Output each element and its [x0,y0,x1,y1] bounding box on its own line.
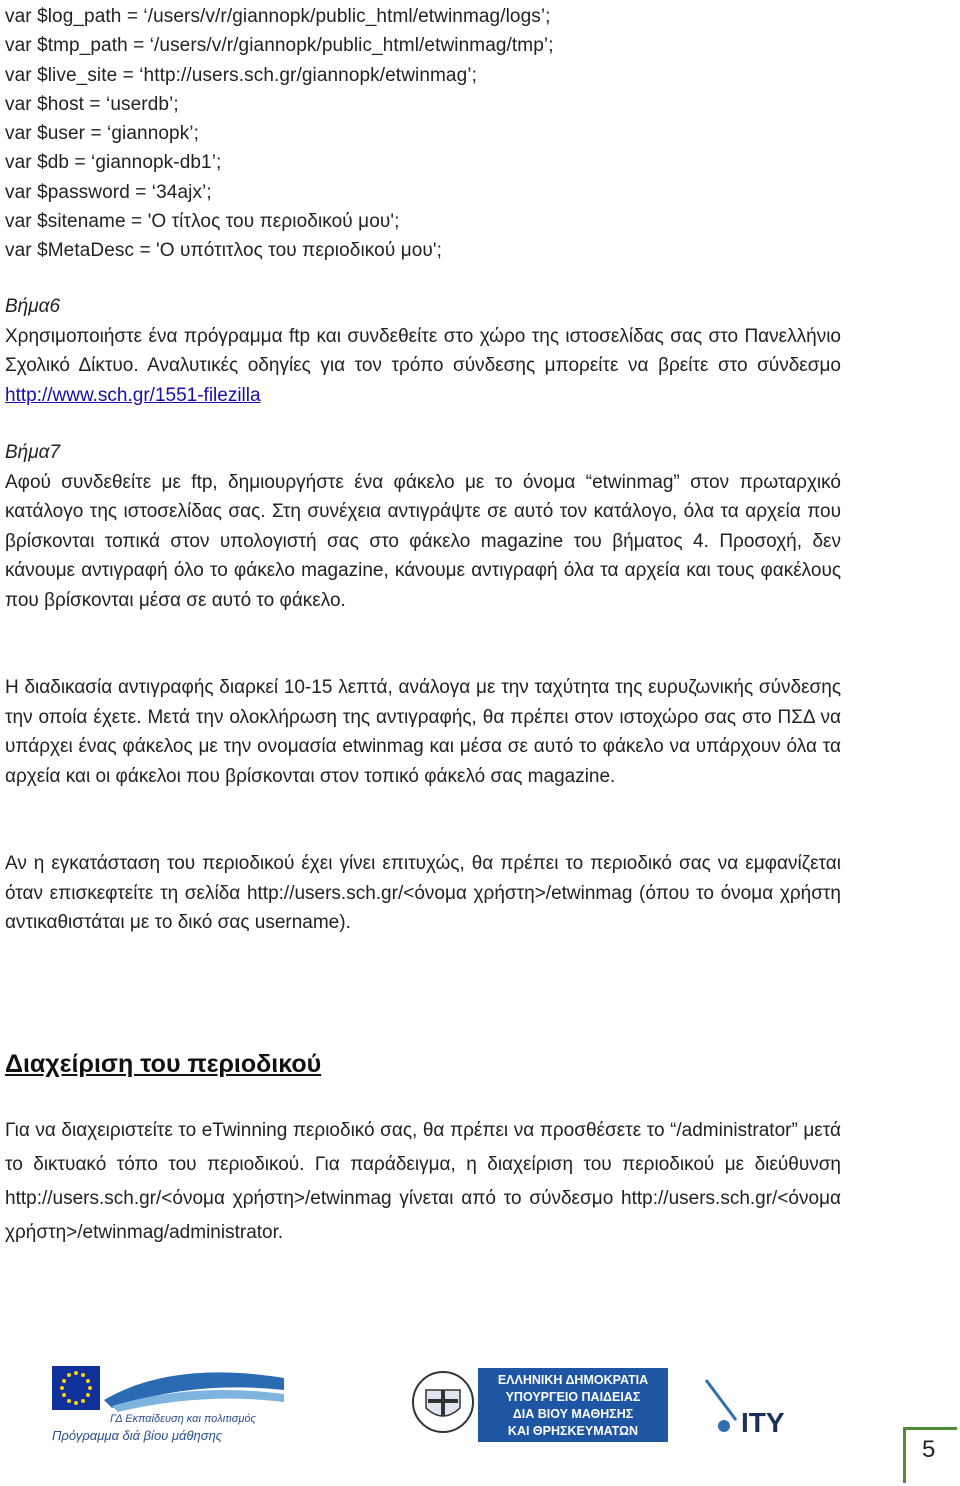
admin-paragraph: Για να διαχειριστείτε το eTwinning περιοδικό σας, θα πρέπει να προσθέσετε το “/administrator” μετά το δικτυακό τόπο του περιοδικού. Για παράδειγμα, η διαχείριση του περιοδικού με διεύθυνση http://users.sch.gr/<όνομα χρήστη>/etwinmag γίνεται από το σύνδεσμο http://users.sch.gr/<όνομα χρήστη>/etwinmag/administrator. [5,1120,841,1243]
code-line: var $log_path = ‘/users/v/r/giannopk/public_html/etwinmag/logs’; [5,6,551,27]
step6-section [5,292,841,410]
filezilla-link[interactable]: http://www.sch.gr/1551-filezilla [5,384,261,406]
eu-caption-top: ΓΔ Εκπαίδευση και πολιτισμός [110,1413,256,1425]
step7-section [5,438,841,615]
code-line: var $sitename = 'Ο τίτλος του περιοδικού μου'; [5,211,400,233]
eu-caption-bottom: Πρόγραμμα διά βίου μάθησης [52,1428,223,1443]
code-line: var $password = ‘34ajx’; [5,181,212,203]
eu-lifelong-learning-logo [52,1360,284,1444]
code-line: var $MetaDesc = 'Ο υπότιτλος του περιοδικού μου'; [5,240,443,262]
ministry-line: ΕΛΛΗΝΙΚΗ ΔΗΜΟΚΡΑΤΙΑ [497,1373,649,1387]
config-code-block [5,2,554,266]
copy-duration-section [5,673,841,791]
step7-paragraph: Αφού συνδεθείτε με ftp, δημιουργήστε ένα φάκελο με το όνομα “etwinmag” στον πρωταρχικό κατάλογο της ιστοσελίδας σας. Στη συνέχεια αντιγράψτε σε αυτό τον κατάλογο, όλα τα αρχεία που βρίσκονται τοπικά στον υπολογιστή σας στο φάκελο magazine του βήματος 4. Προσοχή, δεν κάνουμε αντιγραφή όλο το φάκελο magazine, κάνουμε αντιγραφή όλα τα αρχεία και τους φακέλους που βρίσκονται μέσα σε αυτό το φάκελο. [5,471,841,611]
admin-heading: Διαχείριση του περιοδικού [5,1050,322,1078]
page-number: 5 [922,1436,936,1463]
code-line: var $tmp_path = ‘/users/v/r/giannopk/public_html/etwinmag/tmp’; [5,35,554,57]
greek-emblem [413,1372,473,1432]
step6-paragraph [5,322,841,411]
code-line: var $host = ‘userdb’; [5,93,179,115]
copy-duration-paragraph: Η διαδικασία αντιγραφής διαρκεί 10-15 λεπτά, ανάλογα με την ταχύτητα της ευρυζωνικής σύνδεσης την οποία έχετε. Μετά την ολοκλήρωση της αντιγραφής, θα πρέπει στον ιστοχώρο σας στο ΠΣΔ να υπάρχει ένας φάκελος με την ονομασία etwinmag και μέσα σε αυτό το φάκελο να υπάρχουν όλα τα αρχεία και οι φάκελοι που βρίσκονται στον τοπικό φάκελό σας magazine. [5,677,841,787]
step6-title: Βήμα6 [5,296,61,317]
ministry-line: ΔΙΑ ΒΙΟΥ ΜΑΘΗΣΗΣ [512,1407,634,1421]
install-success-section [5,849,841,938]
ministry-line: ΥΠΟΥΡΓΕΙΟ ΠΑΙΔΕΙΑΣ [505,1390,641,1404]
ity-label: ITY [741,1407,785,1438]
ministry-line: ΚΑΙ ΘΡΗΣΚΕΥΜΑΤΩΝ [507,1424,639,1438]
code-line: var $db = ‘giannopk-db1’; [5,152,222,174]
step6-text: Χρησιμοποιήστε ένα πρόγραμμα ftp και συνδεθείτε στο χώρο της ιστοσελίδας σας στο Πανελλήνιο Σχολικό Δίκτυο. Αναλυτικές οδηγίες για τον τρόπο σύνδεσης μπορείτε να βρείτε στο σύνδεσμο [5,325,841,376]
install-success-paragraph: Αν η εγκατάσταση του περιοδικού έχει γίνει επιτυχώς, θα πρέπει το περιοδικό σας να εμφανίζεται όταν επισκεφτείτε τη σελίδα http://users.sch.gr/<όνομα χρήστη>/etwinmag (όπου το όνομα χρήστη αντικαθιστάται με το δικό σας username). [5,853,841,933]
greek-ministry-logo [406,1360,796,1446]
ity-logo [706,1380,785,1438]
code-line: var $user = ‘giannopk’; [5,123,199,145]
step7-title: Βήμα7 [5,442,61,463]
code-line: var $live_site = ‘http://users.sch.gr/giannopk/etwinmag’; [5,64,477,86]
